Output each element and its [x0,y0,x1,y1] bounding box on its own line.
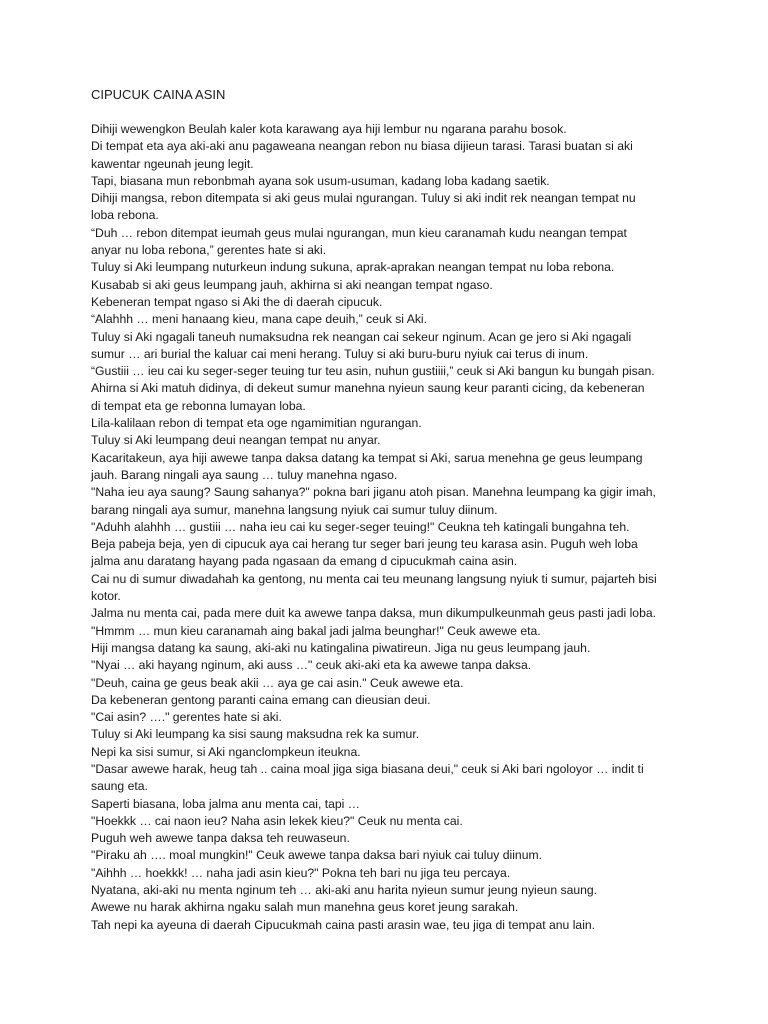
body-text-line: "Aduhh alahhh … gustiii … naha ieu cai ku seger-seger teuing!" Ceukna teh katingali bungahna teh. [91,519,630,534]
body-text-line: "Piraku ah …. moal mungkin!" Ceuk awewe tanpa daksa bari nyiuk cai tuluy diinum. [91,848,543,863]
body-text-line: anyar nu loba rebona,” gerentes hate si aki. [91,243,327,258]
body-text-line: Kebeneran tempat ngaso si Aki the di daerah cipucuk. [91,294,383,309]
body-text-line: Hiji mangsa datang ka saung, aki-aki nu katingalina piwatireun. Jiga nu geus leumpang jauh. [91,640,591,655]
body-text-line: saung eta. [91,779,148,794]
body-text-line: Tuluy si Aki leumpang deui neangan tempat nu anyar. [91,433,381,448]
body-text-line: Beja pabeja beja, yen di cipucuk aya cai herang tur seger bari jeung teu karasa asin. Puguh weh loba [91,537,638,552]
body-text-line: Tuluy si Aki leumpang nuturkeun indung sukuna, aprak-aprakan neangan tempat nu loba rebona. [91,260,615,275]
body-text-line: jauh. Barang ningali aya saung … tuluy manehna ngaso. [91,467,398,482]
document-body [91,121,691,934]
body-text-line: Tuluy si Aki leumpang ka sisi saung maksudna rek ka sumur. [91,727,420,742]
body-text-line: jalma anu daratang hayang pada ngasaan da emang d cipucukmah caina asin. [91,554,518,569]
body-text-line: “Alahhh … meni hanaang kieu, mana cape deuih,” ceuk si Aki. [91,312,428,327]
body-text-line: "Hoekkk … cai naon ieu? Naha asin lekek kieu?" Ceuk nu menta cai. [91,813,463,828]
body-text-line: "Naha ieu aya saung? Saung sahanya?" pokna bari jiganu atoh pisan. Manehna leumpang ka gigir imah, [91,485,656,500]
body-text-line: kotor. [91,589,121,604]
body-text-line: Da kebeneran gentong paranti caina emang can dieusian deui. [91,692,431,707]
body-text-line: Tuluy si Aki ngagali taneuh numaksudna rek neangan cai sekeur nginum. Acan ge jero si Aki ngagali [91,329,632,344]
body-text-line: Saperti biasana, loba jalma anu menta cai, tapi … [91,796,360,811]
body-text-line: Tah nepi ka ayeuna di daerah Cipucukmah caina pasti arasin wae, teu jiga di tempat anu lain. [91,917,596,932]
body-text-line: "Deuh, caina ge geus beak akii … aya ge cai asin." Ceuk awewe eta. [91,675,464,690]
body-text-line: Awewe nu harak akhirna ngaku salah mun manehna geus koret jeung sarakah. [91,900,519,915]
body-text-line: Ahirna si Aki matuh didinya, di dekeut sumur manehna nyieun saung keur paranti cicing, da kebeneran [91,381,645,396]
body-text-line: Puguh weh awewe tanpa daksa teh reuwaseun. [91,831,350,846]
body-text-line: Cai nu di sumur diwadahah ka gentong, nu menta cai teu meunang langsung nyiuk ti sumur, pajarteh bisi [91,571,657,586]
body-text-line: Nyatana, aki-aki nu menta nginum teh … aki-aki anu harita nyieun sumur jeung nyieun saung. [91,883,598,898]
body-text-line: Jalma nu menta cai, pada mere duit ka awewe tanpa daksa, mun dikumpulkeunmah geus pasti jadi loba. [91,606,657,621]
document-title: CIPUCUK CAINA ASIN [91,87,226,102]
body-text-line: Dihiji mangsa, rebon ditempata si aki geus mulai ngurangan. Tuluy si aki indit rek neangan tempat nu [91,191,636,206]
body-text-line: "Dasar awewe harak, heug tah .. caina moal jiga siga biasana deui," ceuk si Aki bari ngoloyor … indit ti [91,761,644,776]
body-text-line: Kusabab si aki geus leumpang jauh, akhirna si aki neangan tempat ngaso. [91,277,493,292]
body-text-line: kawentar ngeunah jeung legit. [91,156,254,171]
body-text-line: sumur … ari burial the kaluar cai meni herang. Tuluy si aki buru-buru nyiuk cai terus di inum. [91,346,589,361]
body-text-line: Kacaritakeun, aya hiji awewe tanpa daksa datang ka tempat si Aki, sarua menehna ge geus leumpang [91,450,643,465]
body-text-line: loba rebona. [91,208,159,223]
body-text-line: Dihiji wewengkon Beulah kaler kota karawang aya hiji lembur nu ngarana parahu bosok. [91,122,567,136]
body-text-line: "Nyai … aki hayang nginum, aki auss …" ceuk aki-aki eta ka awewe tanpa daksa. [91,658,532,673]
body-text-line: di tempat eta ge rebonna lumayan loba. [91,398,306,413]
body-text-line: Nepi ka sisi sumur, si Aki nganclompkeun iteukna. [91,744,361,759]
body-text-line: “Gustiii … ieu cai ku seger-seger teuing tur teu asin, nuhun gustiiii,” ceuk si Aki bangun ku bungah pisan. [91,364,655,379]
body-text-line: barang ningali aya sumur, manehna langsung nyiuk cai sumur tuluy diinum. [91,502,498,517]
body-text-line: Tapi, biasana mun rebonbmah ayana sok usum-usuman, kadang loba kadang saetik. [91,173,550,188]
body-text-line: "Cai asin? …." gerentes hate si aki. [91,710,282,725]
body-text-line: "Aihhh … hoekkk! … naha jadi asin kieu?" Pokna teh bari nu jiga teu percaya. [91,865,511,880]
body-text-line: "Hmmm … mun kieu caranamah aing bakal jadi jalma beunghar!" Ceuk awewe eta. [91,623,541,638]
body-text-line: “Duh … rebon ditempat ieumah geus mulai ngurangan, mun kieu caranamah kudu neangan tempat [91,225,627,240]
body-text-line: Di tempat eta aya aki-aki anu pagaweana neangan rebon nu biasa dijieun tarasi. Tarasi buatan si aki [91,139,633,154]
body-text-line: Lila-kalilaan rebon di tempat eta oge ngamimitian ngurangan. [91,416,422,431]
